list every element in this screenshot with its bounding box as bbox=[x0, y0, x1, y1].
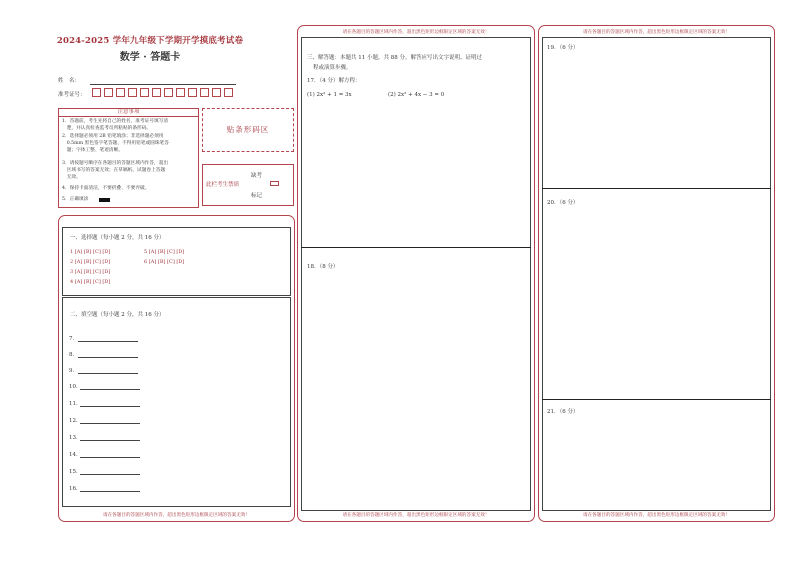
section3-intro: 三、解答题：本题共 11 小题，共 88 分。解答应写出文字说明、证明过 bbox=[307, 55, 482, 61]
notice-line: 区域书写的答案无效；在草稿纸、试题卷上答题 bbox=[62, 168, 166, 173]
mc-row-1[interactable]: 1 [A] [B] [C] [D] bbox=[70, 249, 111, 255]
exam-title: 2024-2025 学年九年级下学期开学摸底考试卷 bbox=[56, 36, 244, 46]
blank-line-11[interactable] bbox=[80, 406, 140, 407]
section1-title: 一、选择题（每小题 2 分，共 16 分） bbox=[70, 235, 165, 241]
warning-middle-top: 请在各题目的答题区域内作答，超出黑色矩形边框限定区域的答案无效！ bbox=[342, 30, 490, 35]
mc-row-4[interactable]: 4 [A] [B] [C] [D] bbox=[70, 279, 111, 285]
blank-number: 9． bbox=[69, 368, 78, 374]
blank-number: 15． bbox=[69, 469, 82, 475]
name-label: 姓 名： bbox=[58, 78, 81, 84]
blank-number: 16． bbox=[69, 486, 82, 492]
absent-restricted-label: 此栏考生禁填 bbox=[206, 182, 240, 188]
warning-right-bottom: 请在各题目的答题区域内作答，超出黑色矩形边框限定区域的答案无效！ bbox=[582, 513, 730, 518]
q19-divider bbox=[542, 188, 771, 189]
blank-line-13[interactable] bbox=[80, 440, 140, 441]
mc-row-6[interactable]: 6 [A] [B] [C] [D] bbox=[144, 259, 185, 265]
mc-row-2[interactable]: 2 [A] [B] [C] [D] bbox=[70, 259, 111, 265]
notice-line: 5．正确填涂 bbox=[62, 197, 89, 202]
q18-label: 18．（8 分） bbox=[307, 264, 339, 270]
exam-subtitle: 数学 · 答题卡 bbox=[119, 52, 181, 63]
blank-line-8[interactable] bbox=[78, 357, 138, 358]
blank-number: 7． bbox=[69, 336, 78, 342]
blank-line-16[interactable] bbox=[80, 491, 140, 492]
absent-checkbox[interactable] bbox=[270, 181, 279, 186]
notice-line: 1．答题前，考生先将自己的姓名，准考证号填写清 bbox=[62, 119, 169, 124]
notice-line: 0.5mm 黑色签字笔答题，不得用铅笔或圆珠笔答 bbox=[62, 141, 169, 146]
mc-row-3[interactable]: 3 [A] [B] [C] [D] bbox=[70, 269, 111, 275]
blank-line-10[interactable] bbox=[80, 389, 140, 390]
exam-no-label: 准考证号： bbox=[58, 92, 86, 98]
right-inner-frame bbox=[542, 37, 771, 511]
warning-left: 请在各题目的答题区域内作答，超出黑色矩形边框限定区域的答案无效！ bbox=[102, 513, 250, 518]
barcode-area: 贴条形码区 bbox=[202, 108, 294, 152]
warning-middle-bottom: 请在各题目的答题区域内作答，超出黑色矩形边框限定区域的答案无效！ bbox=[342, 513, 490, 518]
q17-label: 17．（4 分）解方程： bbox=[307, 78, 361, 84]
q20-divider bbox=[542, 399, 771, 400]
notice-line: 无效。 bbox=[62, 175, 81, 180]
name-input-line[interactable] bbox=[90, 84, 236, 85]
warning-right-top: 请在各题目的答题区域内作答，超出黑色矩形边框限定区域的答案无效！ bbox=[582, 30, 730, 35]
notice-heading: 注意事项 bbox=[58, 108, 199, 117]
q21-label: 21．（6 分） bbox=[547, 409, 579, 415]
q19-label: 19．（6 分） bbox=[547, 45, 579, 51]
q17-part2: (2) 2x² + 4x − 3 = 0 bbox=[388, 92, 445, 98]
notice-line: 2．选择题必须用 2B 铅笔填涂；非选择题必须用 bbox=[62, 134, 164, 139]
blank-line-14[interactable] bbox=[80, 457, 140, 458]
blank-number: 10． bbox=[69, 384, 82, 390]
blank-number: 13． bbox=[69, 435, 82, 441]
middle-inner-frame bbox=[301, 37, 531, 511]
q17-divider bbox=[301, 247, 531, 248]
blank-number: 12． bbox=[69, 418, 82, 424]
absent-label-top: 缺考 bbox=[251, 173, 263, 179]
blank-number: 8． bbox=[69, 352, 78, 358]
blank-number: 11． bbox=[69, 401, 82, 407]
notice-line: 题；字体工整、笔迹清晰。 bbox=[62, 148, 123, 153]
notice-line: 3．请按题号顺序在各题目的答题区域内作答，超出 bbox=[62, 161, 169, 166]
blank-line-7[interactable] bbox=[78, 341, 138, 342]
blank-number: 14． bbox=[69, 452, 82, 458]
fill-blank-area bbox=[62, 297, 291, 507]
mc-row-5[interactable]: 5 [A] [B] [C] [D] bbox=[144, 249, 185, 255]
absent-label-bottom: 标记 bbox=[251, 193, 263, 199]
q17-part1: (1) 2x² + 1 = 3x bbox=[307, 92, 352, 98]
blank-line-9[interactable] bbox=[78, 373, 138, 374]
section2-title: 二、填空题（每小题 2 分，共 16 分） bbox=[70, 312, 165, 318]
filled-bubble-example-icon bbox=[99, 198, 110, 202]
blank-line-15[interactable] bbox=[80, 474, 140, 475]
notice-line: 楚，并认真检查监考员所粘贴的条形码。 bbox=[62, 126, 152, 131]
blank-line-12[interactable] bbox=[80, 423, 140, 424]
q20-label: 20．（6 分） bbox=[547, 200, 579, 206]
section3-intro-cont: 程或演算步骤。 bbox=[313, 65, 352, 71]
notice-line: 4．保持卡面清洁，不要折叠、不要弄破。 bbox=[62, 186, 150, 191]
